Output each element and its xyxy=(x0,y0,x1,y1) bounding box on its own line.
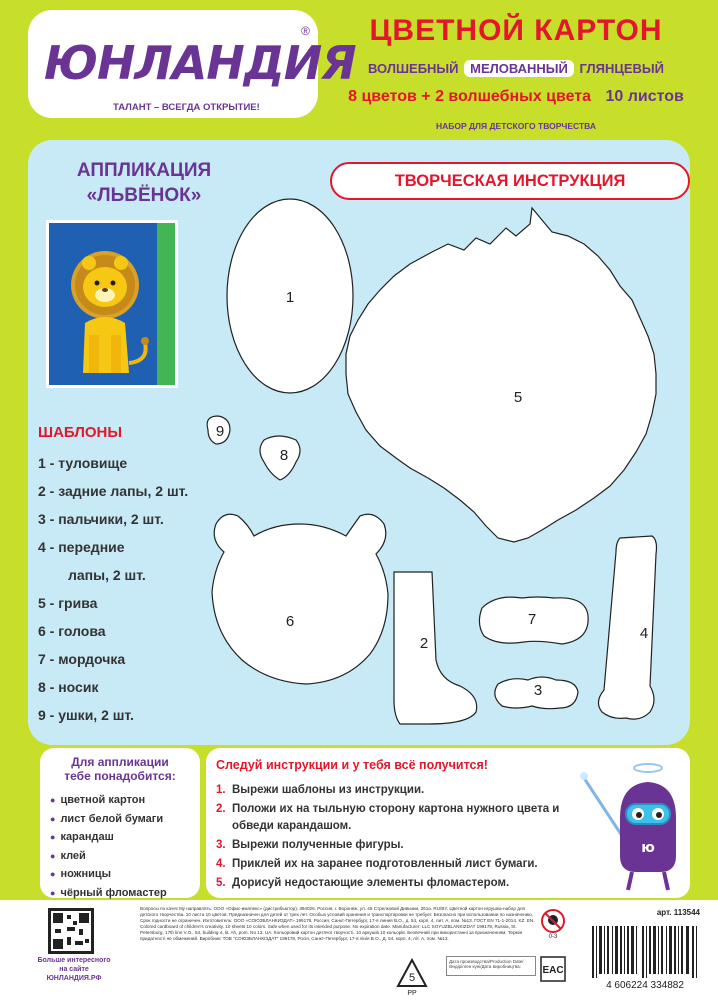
step-number: 1. xyxy=(216,784,226,796)
sheets-count: 10 листов xyxy=(605,88,684,105)
cardboard-types xyxy=(336,60,696,77)
supply-item: ● клей xyxy=(50,847,200,866)
svg-text:ю: ю xyxy=(641,840,655,856)
template-shape-mane xyxy=(346,208,656,542)
barcode-icon xyxy=(586,922,704,992)
website-note-line2: на сайте xyxy=(59,966,89,973)
barcode-number: 4 606224 334882 xyxy=(606,980,684,991)
age-label: 0-3 xyxy=(548,934,558,938)
website-note-line1: Больше интересного xyxy=(37,957,111,964)
step-row xyxy=(216,782,566,799)
template-item: 1 - туловище xyxy=(38,455,128,471)
steps-panel xyxy=(206,748,690,898)
step-text: Дорисуй недостающие элементы фломастером. xyxy=(232,877,510,889)
template-item: 6 - голова xyxy=(38,623,106,639)
registered-mark: ® xyxy=(301,24,310,38)
eac-mark-icon xyxy=(540,956,566,982)
cutout-templates xyxy=(28,140,690,745)
footer xyxy=(0,900,718,1000)
eac-label: EAC xyxy=(542,965,564,976)
product-title: ЦВЕТНОЙ КАРТОН xyxy=(369,14,663,47)
template-item: 8 - носик xyxy=(38,679,99,695)
article-number: арт. 113544 xyxy=(656,908,700,917)
brand-slogan: ТАЛАНТ – ВСЕГДА ОТКРЫТИЕ! xyxy=(113,102,260,113)
supply-item: ● карандаш xyxy=(50,828,200,847)
template-item: лапы, 2 шт. xyxy=(68,567,146,583)
template-item: 2 - задние лапы, 2 шт. xyxy=(38,483,189,499)
qr-code[interactable] xyxy=(48,908,94,954)
shape-label-4: 4 xyxy=(639,625,649,642)
mascot-illustration xyxy=(576,748,686,898)
age-warning-icon xyxy=(538,908,568,938)
template-item: 5 - грива xyxy=(38,595,98,611)
step-number: 5. xyxy=(216,877,226,889)
recycle-icon xyxy=(392,956,432,996)
step-text: Вырежи полученные фигуры. xyxy=(232,839,404,851)
template-item: 4 - передние xyxy=(38,539,125,555)
recycle-code: 5 xyxy=(408,972,416,984)
step-text: Положи их на тыльную сторону картона нужного цвета и обведи карандашом. xyxy=(232,803,560,832)
steps-heading: Следуй инструкции и у тебя всё получится! xyxy=(216,758,488,772)
template-item: 7 - мордочка xyxy=(38,651,126,667)
website-note xyxy=(14,956,134,983)
shape-label-9: 9 xyxy=(215,423,225,440)
template-item: 3 - пальчики, 2 шт. xyxy=(38,511,164,527)
shape-label-2: 2 xyxy=(419,635,429,652)
colors-count: 8 цветов + 2 волшебных цвета xyxy=(348,88,592,105)
step-row xyxy=(216,801,566,835)
step-number: 2. xyxy=(216,803,226,815)
applique-title-line1: АППЛИКАЦИЯ xyxy=(76,160,212,181)
supply-item: ● чёрный фломастер xyxy=(50,884,200,903)
website-link[interactable]: ЮНЛАНДИЯ.РФ xyxy=(46,975,102,982)
applique-title-line2: «ЛЬВЁНОК» xyxy=(86,185,202,206)
type-coated: МЕЛОВАННЫЙ xyxy=(464,60,574,77)
supply-item: ● лист белой бумаги xyxy=(50,810,200,829)
shape-label-3: 3 xyxy=(533,682,543,699)
supplies-heading-line2: тебе понадобится: xyxy=(64,769,176,783)
shape-label-6: 6 xyxy=(285,613,295,630)
brand-logo xyxy=(28,10,356,118)
step-number: 3. xyxy=(216,839,226,851)
shape-label-1: 1 xyxy=(285,289,295,306)
step-row xyxy=(216,856,566,873)
step-row xyxy=(216,875,566,892)
qr-icon xyxy=(51,911,91,951)
supply-item: ● цветной картон xyxy=(50,791,200,810)
step-text: Вырежи шаблоны из инструкции. xyxy=(232,784,425,796)
supplies-list xyxy=(50,791,200,902)
templates-heading: ШАБЛОНЫ xyxy=(38,424,123,441)
colors-info xyxy=(336,88,696,106)
instruction-panel xyxy=(28,140,690,745)
step-row xyxy=(216,837,566,854)
template-shape-head xyxy=(212,514,388,684)
steps-list xyxy=(216,782,566,894)
step-text: Приклей их на заранее подготовленный лист бумаги. xyxy=(232,858,538,870)
creative-instruction-badge: ТВОРЧЕСКАЯ ИНСТРУКЦИЯ xyxy=(330,162,690,200)
recycle-label: PP xyxy=(407,990,417,996)
shape-label-5: 5 xyxy=(513,389,523,406)
header xyxy=(0,0,718,138)
type-glossy: ГЛЯНЦЕВЫЙ xyxy=(579,61,664,76)
supplies-panel xyxy=(40,748,200,898)
production-date-box: Дата производства/Production Date/ Өндірілген күні/Дата виробництва: xyxy=(446,956,536,976)
kit-label: НАБОР ДЛЯ ДЕТСКОГО ТВОРЧЕСТВА xyxy=(435,121,597,131)
supply-item: ● ножницы xyxy=(50,865,200,884)
shape-label-7: 7 xyxy=(527,611,537,628)
template-item: 9 - ушки, 2 шт. xyxy=(38,707,134,723)
brand-name: ЮНЛАНДИЯ xyxy=(44,36,356,90)
template-shape-hind-paw xyxy=(394,572,477,724)
legal-text: Вопросы по качеству направлять: ООО «Офис-имлпекс» (дистрибьютор), 394026, Россия, г. Воронеж, ул. 45 Стрелковой Дивизии, 261а. RU/BY. Цветной картон игрушка-набор для детского творчества. 10 листа 10 цветов. Предназначен для детей от трех лет. Особых условий хранения и транспортировки не требует. Безопасно при использовании по назначению. Срок годности не ограничен. Изготовитель: ООО «СОЮЗБЛАНКИЗДАТ» 199178, Россия, Санкт-Петербург, 17-я линия В.О., д. 54, корп. 4, лит. А, пом. №13. ГОСТ EN 71-1-2014. KZ. EN. Colored cardboard of children's creativity. 10 sheets 10 colors. Safe when used for its intended purpose. No expiration date. Manufacturer: LLC SOYUZBLANKIZDAT 199178, Russia, St. Petersburg, 17th line V.O., 54, building 4, lit. Ah, pom. No 13. UA. Кольоровий картон дитячої творчості. 10 аркушів 10 кольорів. Безпечний при використанні за призначенням. Термін придатності не обмежений. Виробник: ТОВ "СОЮЗБЛАНКІЗДАТ" 199178, Росія, Санкт-Петербург, 17-я лінія В.О., Д. 54, корп. 4, літ. А, пом. №13. xyxy=(140,906,535,941)
step-number: 4. xyxy=(216,858,226,870)
shape-label-8: 8 xyxy=(279,447,289,464)
type-magic: ВОЛШЕБНЫЙ xyxy=(367,61,459,76)
supplies-heading-line1: Для аппликации xyxy=(71,755,169,769)
supplies-heading xyxy=(40,755,200,783)
